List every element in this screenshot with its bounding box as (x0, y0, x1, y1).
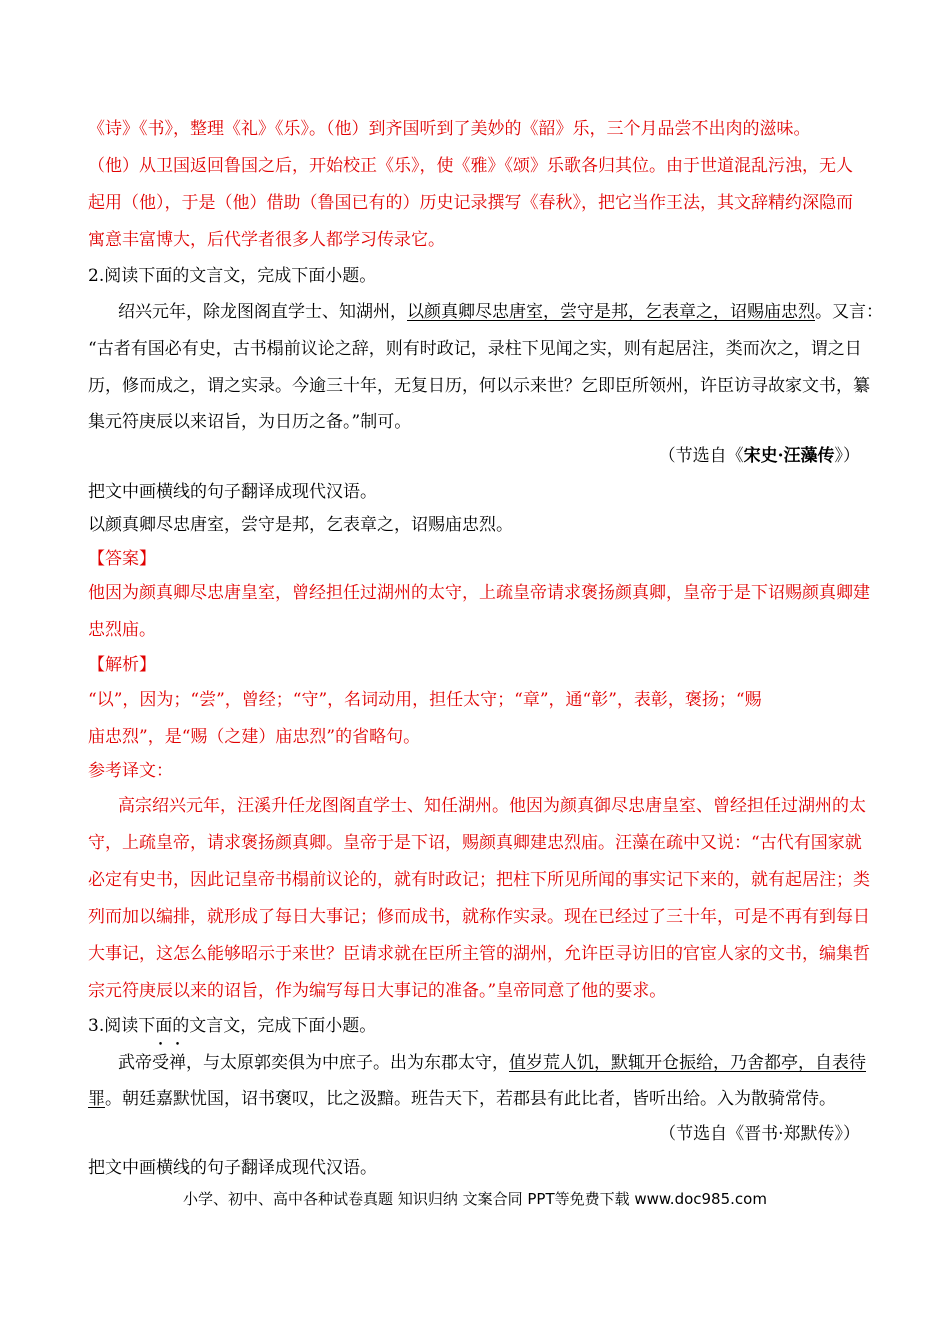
q2-instruction: 把文中画横线的句子翻译成现代汉语。 (88, 482, 377, 502)
top-translation-line: 寓意丰富博大，后代学者很多人都学习传录它。 (88, 230, 445, 250)
q3-passage-text: 。朝廷嘉默忧国，诏书褒叹，比之汲黯。班告天下，若郡县有此比者，皆听出给。入为散骑常侍。 (105, 1089, 836, 1109)
top-translation-line: （他）从卫国返回鲁国之后，开始校正《乐》，使《雅》《颂》乐歌各归其位。由于世道混乱污浊，无人 (88, 156, 853, 176)
q3-passage-line-1 (118, 1052, 866, 1074)
reference-translation-line: 列而加以编排，就形成了每日大事记；修而成书，就称作实录。现在已经过了三十年，可是不再有到每日 (88, 907, 870, 927)
q2-passage-line-2: “古者有国必有史，古书榻前议论之辞，则有时政记，录柱下见闻之实，则有起居注，类而次之，谓之日 (88, 339, 862, 359)
page-footer: 小学、初中、高中各种试卷真题 知识归纳 文案合同 PPT等免费下载 www.doc985.com (183, 1190, 767, 1208)
q2-passage-text: 绍兴元年，除龙图阁直学士、知湖州， (118, 302, 407, 322)
answer-line: 忠烈庙。 (88, 620, 156, 640)
reference-translation-line: 必定有史书，因此记皇帝书榻前议论的，就有时政记；把柱下所见所闻的事实记下来的，就有起居注；类 (88, 870, 870, 890)
q2-source-title: 宋史·汪藻传 (743, 446, 835, 466)
q2-passage-text: 。又言： (815, 302, 883, 322)
analysis-label: 【解析】 (88, 655, 156, 675)
q3-passage-text: 武帝 (118, 1053, 152, 1073)
q2-source-prefix: （节选自《 (658, 446, 744, 466)
q2-passage-line-1 (118, 301, 883, 323)
q2-sentence: 以颜真卿尽忠唐室，尝守是邦，乞表章之，诏赐庙忠烈。 (88, 515, 513, 535)
reference-translation-line: 守，上疏皇帝，请求褒扬颜真卿。皇帝于是下诏，赐颜真卿建忠烈庙。汪藻在疏中又说：“古代有国家就 (88, 833, 862, 853)
q3-source-citation: （节选自《晋书·郑默传》） (659, 1124, 860, 1144)
emphasis-dot-char: 受 (152, 1053, 169, 1073)
q2-passage-line-4: 集元符庚辰以来诏旨，为日历之备。”制可。 (88, 412, 412, 432)
answer-line: 他因为颜真卿尽忠唐皇室，曾经担任过湖州的太守，上疏皇帝请求褒扬颜真卿，皇帝于是下诏赐颜真卿建 (88, 583, 870, 603)
analysis-line: “以”，因为；“尝”，曾经；“守”，名词动用，担任太守；“章”，通“彰”，表彰，褒扬；“赐 (88, 690, 762, 710)
reference-translation-label: 参考译文： (88, 761, 173, 781)
q2-underlined-sentence: 以颜真卿尽忠唐室，尝守是邦，乞表章之，诏赐庙忠烈 (407, 302, 815, 322)
emphasis-dot-char: 禅 (169, 1053, 186, 1073)
q2-passage-line-3: 历，修而成之，谓之实录。今逾三十年，无复日历，何以示来世？乞即臣所领州，许臣访寻故家文书，纂 (88, 376, 870, 396)
reference-translation-line: 大事记，这怎么能够昭示于来世？臣请求就在臣所主管的湖州，允许臣寻访旧的官宦人家的文书，编集哲 (88, 944, 870, 964)
reference-translation-line: 高宗绍兴元年，汪溪升任龙图阁直学士、知任湖州。他因为颜真御尽忠唐皇室、曾经担任过湖州的太 (118, 796, 866, 816)
top-translation-line: 起用（他），于是（他）借助（鲁国已有的）历史记录撰写《春秋》，把它当作王法，其文辞精约深隐而 (88, 193, 853, 213)
q2-source-suffix: 》） (834, 446, 860, 466)
top-translation-line: 《诗》《书》，整理《礼》《乐》。（他）到齐国听到了美妙的《韶》乐，三个月品尝不出肉的滋味。 (88, 119, 811, 139)
q3-underlined-sentence: 值岁荒人饥，默辄开仓振给，乃舍都亭，自表待 (509, 1053, 866, 1073)
question-3-heading: 3.阅读下面的文言文，完成下面小题。 (88, 1016, 377, 1036)
answer-label: 【答案】 (88, 549, 156, 569)
q2-source-citation (88, 445, 860, 467)
analysis-line: 庙忠烈”，是“赐（之建）庙忠烈”的省略句。 (88, 727, 421, 747)
q3-underlined-sentence-end: 罪 (88, 1089, 105, 1109)
reference-translation-line: 宗元符庚辰以来的诏旨，作为编写每日大事记的准备。”皇帝同意了他的要求。 (88, 981, 667, 1001)
question-2-heading: 2.阅读下面的文言文，完成下面小题。 (88, 266, 377, 286)
q3-passage-text: ，与太原郭奕俱为中庶子。出为东郡太守， (186, 1053, 509, 1073)
q3-passage-line-2 (88, 1088, 860, 1110)
q3-instruction: 把文中画横线的句子翻译成现代汉语。 (88, 1158, 377, 1178)
